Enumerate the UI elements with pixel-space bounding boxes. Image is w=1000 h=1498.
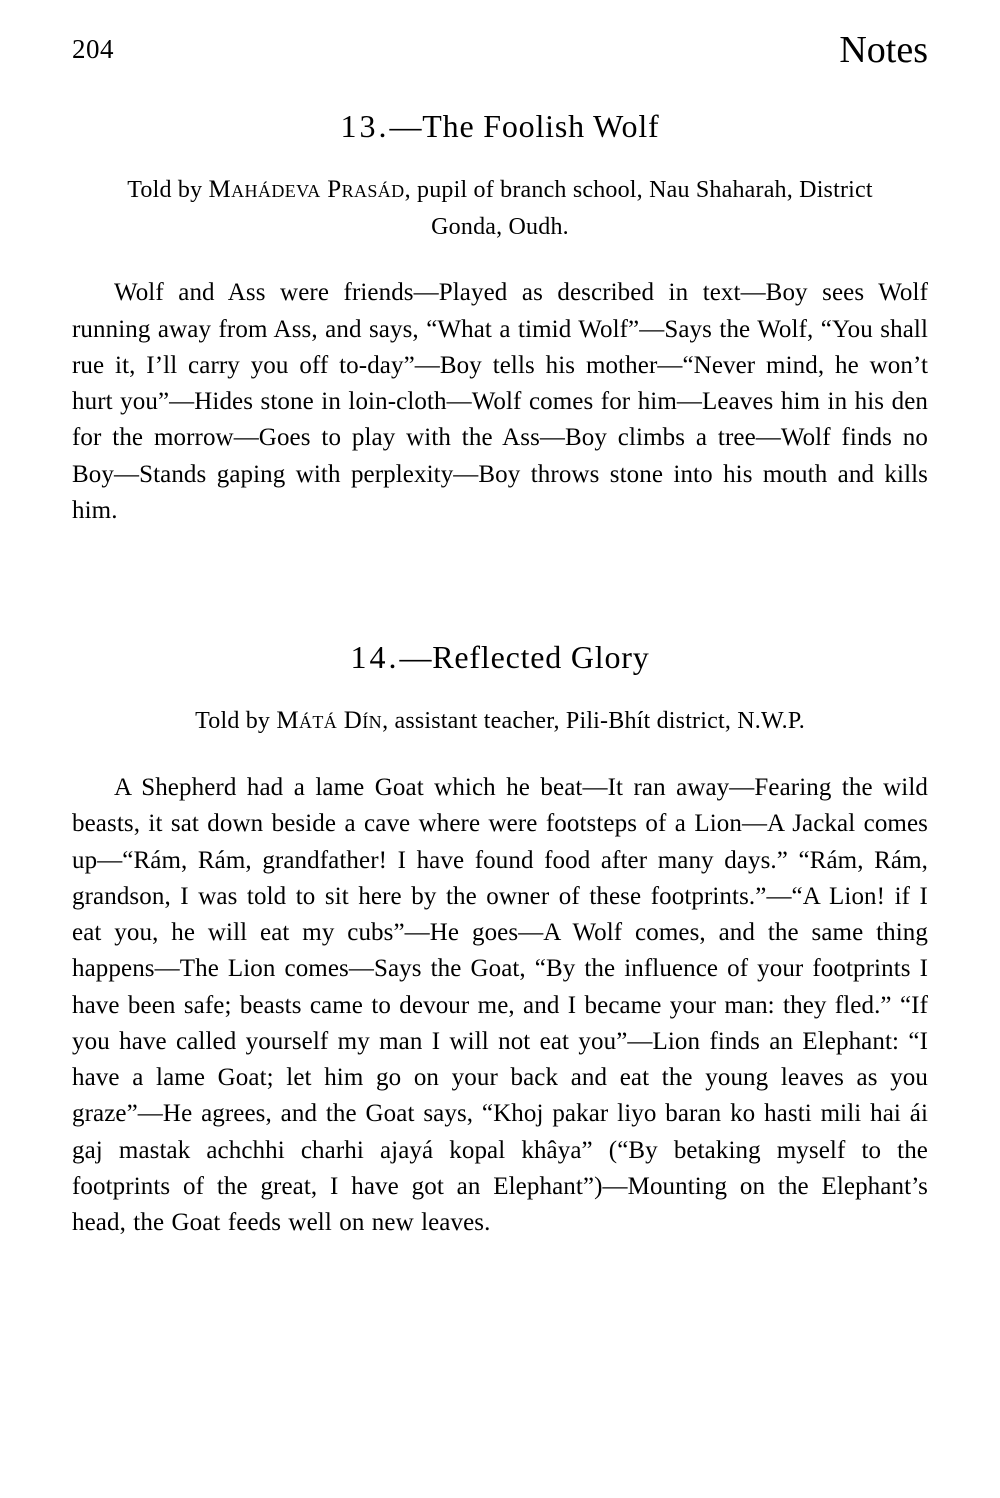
- story-body-14: A Shepherd had a lame Goat which he beat—It ran away—Fearing the wild beasts, it sat down beside a cave where were footsteps of a Lion—A Jackal comes up—“Rám, Rám, grandfather! I have found food after many days.” “Rám, Rám, grandson, I was told to sit here by the owner of these footprints.”—“A Lion! if I eat you, he will eat my cubs”—He goes—A Wolf comes, and the same thing happens—The Lion comes—Says the Goat, “By the influence of your footprints I have been safe; beasts came to devour me, and I became your man: they fled.” “If you have called yourself my man I will not eat you”—Lion finds an Elephant: “I have a lame Goat; let him go on your back and eat the young leaves as you graze”—He agrees, and the Goat says, “Khoj pakar liyo baran ko hasti mili hai ái gaj mastak achchhi charhi ajayá kopal khâya” (“By betaking myself to the footprints of the great, I have got an Elephant”)—Mounting on the Elephant’s head, the Goat feeds well on new leaves.: [72, 774, 928, 1237]
- story-title-14: [72, 639, 928, 676]
- byline-name-13: Mahádeva Prasád: [208, 176, 405, 203]
- byline-suffix-13: , pupil of branch school, Nau Shaharah, District Gonda, Oudh.: [404, 177, 873, 240]
- story-byline-13: [108, 171, 892, 245]
- byline-name-14: Mátá Dín: [276, 707, 383, 735]
- story-byline-14: [108, 702, 892, 740]
- byline-prefix-14: Told by: [195, 708, 277, 735]
- story-title-13: [72, 108, 928, 145]
- story-section-13: [72, 108, 928, 529]
- running-title: Notes: [839, 29, 928, 71]
- story-number-14: 14.: [350, 639, 400, 676]
- story-section-14: [72, 639, 928, 1241]
- running-head: [72, 28, 928, 78]
- story-title-separator-13: —: [389, 108, 423, 144]
- story-title-text-13: The Foolish Wolf: [422, 108, 660, 144]
- story-title-separator-14: —: [399, 639, 433, 676]
- byline-prefix-13: Told by: [127, 177, 209, 203]
- byline-suffix-14: , assistant teacher, Pili-Bhít district, N.W.P.: [382, 708, 805, 735]
- story-body-13: Wolf and Ass were friends—Played as described in text—Boy sees Wolf running away from Ass, and says, “What a timid Wolf”—Says the Wolf, “You shall rue it, I’ll carry you off to-day”—Boy tells his mother—“Never mind, he won’t hurt you”—Hides stone in loin-cloth—Wolf comes for him—Leaves him in his den for the morrow—Goes to play with the Ass—Boy climbs a tree—Wolf finds no Boy—Stands gaping with perplexity—Boy throws stone into his mouth and kills him.: [72, 279, 928, 524]
- section-spacer: [72, 531, 928, 639]
- story-number-13: 13.: [340, 108, 390, 144]
- story-title-text-14: Reflected Glory: [432, 639, 650, 676]
- page-content: [72, 108, 928, 1243]
- page-number: 204: [72, 34, 114, 64]
